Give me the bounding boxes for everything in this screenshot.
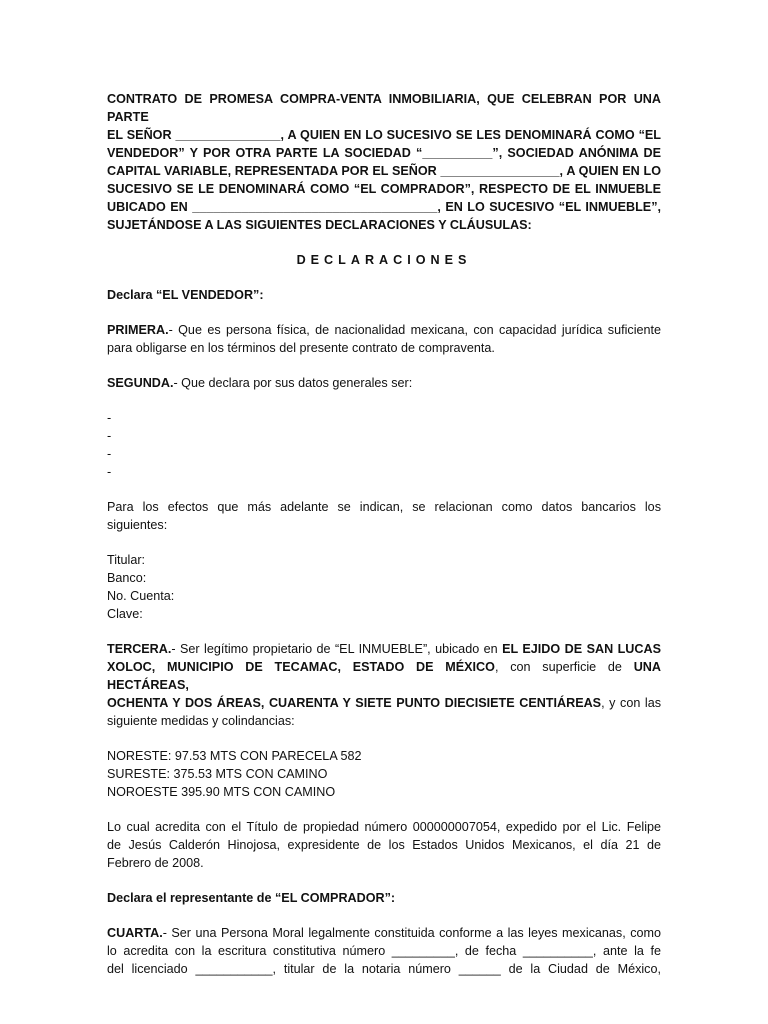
clause-cuarta (107, 924, 661, 978)
segunda-text: - Que declara por sus datos generales ser: (173, 376, 413, 390)
titulo-propiedad-paragraph (107, 818, 661, 872)
clause-primera (107, 321, 661, 357)
contract-document (107, 90, 661, 978)
list-item: - (107, 429, 112, 443)
tercera-surface-2: OCHENTA Y DOS ÁREAS, CUARENTA Y SIETE PUNTO DIECISIETE CENTIÁREAS (107, 696, 602, 710)
cuarta-text-2: lo acredita con la escritura constitutiva número _________, de fecha __________, ante la fe (107, 944, 661, 958)
list-item: - (107, 447, 112, 461)
intro-line-6: UBICADO EN ___________________________________, EN LO SUCESIVO “EL INMUEBLE”, (107, 200, 661, 214)
bank-field-titular: Titular: (107, 553, 146, 567)
medida-noreste: NORESTE: 97.53 MTS CON PARECELA 582 (107, 749, 362, 763)
clause-tercera (107, 640, 661, 730)
tercera-text-d: , con superficie de (494, 660, 634, 674)
contract-intro (107, 90, 661, 234)
tercera-location-1: EL EJIDO DE SAN LUCAS (502, 642, 661, 656)
declara-vendedor-heading: Declara “EL VENDEDOR”: (107, 288, 264, 302)
segunda-label: SEGUNDA. (107, 376, 174, 390)
clause-segunda (107, 374, 661, 392)
medidas-list (107, 747, 661, 801)
datos-bancarios-paragraph (107, 498, 661, 534)
bank-fields (107, 551, 661, 623)
bank-field-clave: Clave: (107, 607, 143, 621)
titulo-line-1: Lo cual acredita con el Título de propiedad número 000000007054, expedido por el Lic. Felipe (107, 820, 661, 834)
medida-noroeste: NOROESTE 395.90 MTS CON CAMINO (107, 785, 336, 799)
datos-generales-list (107, 409, 661, 481)
list-item: - (107, 465, 112, 479)
primera-text-1: - Que es persona física, de nacionalidad mexicana, con capacidad jurídica suficiente (168, 323, 661, 337)
titulo-line-3: Febrero de 2008. (107, 856, 204, 870)
tercera-text-a: - Ser legítimo propietario de “EL INMUEBLE”, ubicado en (171, 642, 503, 656)
tercera-text-g: , y con las (601, 696, 661, 710)
primera-label: PRIMERA. (107, 323, 169, 337)
intro-line-1: CONTRATO DE PROMESA COMPRA-VENTA INMOBILIARIA, QUE CELEBRAN POR UNA PARTE (107, 92, 661, 124)
bank-field-cuenta: No. Cuenta: (107, 589, 175, 603)
intro-line-2: EL SEÑOR _______________, A QUIEN EN LO SUCESIVO SE LES DENOMINARÁ COMO “EL (107, 128, 661, 142)
declara-comprador-heading: Declara el representante de “EL COMPRADOR”: (107, 891, 396, 905)
cuarta-label: CUARTA. (107, 926, 163, 940)
intro-line-7: SUJETÁNDOSE A LAS SIGUIENTES DECLARACIONES Y CLÁUSULAS: (107, 218, 532, 232)
list-item: - (107, 411, 112, 425)
titulo-line-2: de Jesús Calderón Hinojosa, expresidente de los Estados Unidos Mexicanos, el día 21 de (107, 838, 661, 852)
tercera-label: TERCERA. (107, 642, 172, 656)
intro-line-5: SUCESIVO SE LE DENOMINARÁ COMO “EL COMPRADOR”, RESPECTO DE EL INMUEBLE (107, 182, 661, 196)
section-title: DECLARACIONES (296, 253, 472, 267)
intro-line-4: CAPITAL VARIABLE, REPRESENTADA POR EL SEÑOR _________________, A QUIEN EN LO (107, 164, 661, 178)
bank-field-banco: Banco: (107, 571, 147, 585)
tercera-text-h: siguiente medidas y colindancias: (107, 714, 295, 728)
bancarios-line-2: siguientes: (107, 518, 168, 532)
cuarta-text-1: - Ser una Persona Moral legalmente constituida conforme a las leyes mexicanas, como (162, 926, 661, 940)
bancarios-line-1: Para los efectos que más adelante se indican, se relacionan como datos bancarios los (107, 500, 661, 514)
tercera-surface-1: UNA HECTÁREAS, (107, 660, 661, 692)
intro-line-3: VENDEDOR” Y POR OTRA PARTE LA SOCIEDAD “__________”, SOCIEDAD ANÓNIMA DE (107, 146, 661, 160)
primera-text-2: para obligarse en los términos del presente contrato de compraventa. (107, 341, 495, 355)
medida-sureste: SURESTE: 375.53 MTS CON CAMINO (107, 767, 328, 781)
tercera-location-2: XOLOC, MUNICIPIO DE TECAMAC, ESTADO DE MÉXICO (107, 660, 495, 674)
cuarta-text-3: del licenciado ___________, titular de la notaria número ______ de la Ciudad de México, (107, 962, 661, 976)
